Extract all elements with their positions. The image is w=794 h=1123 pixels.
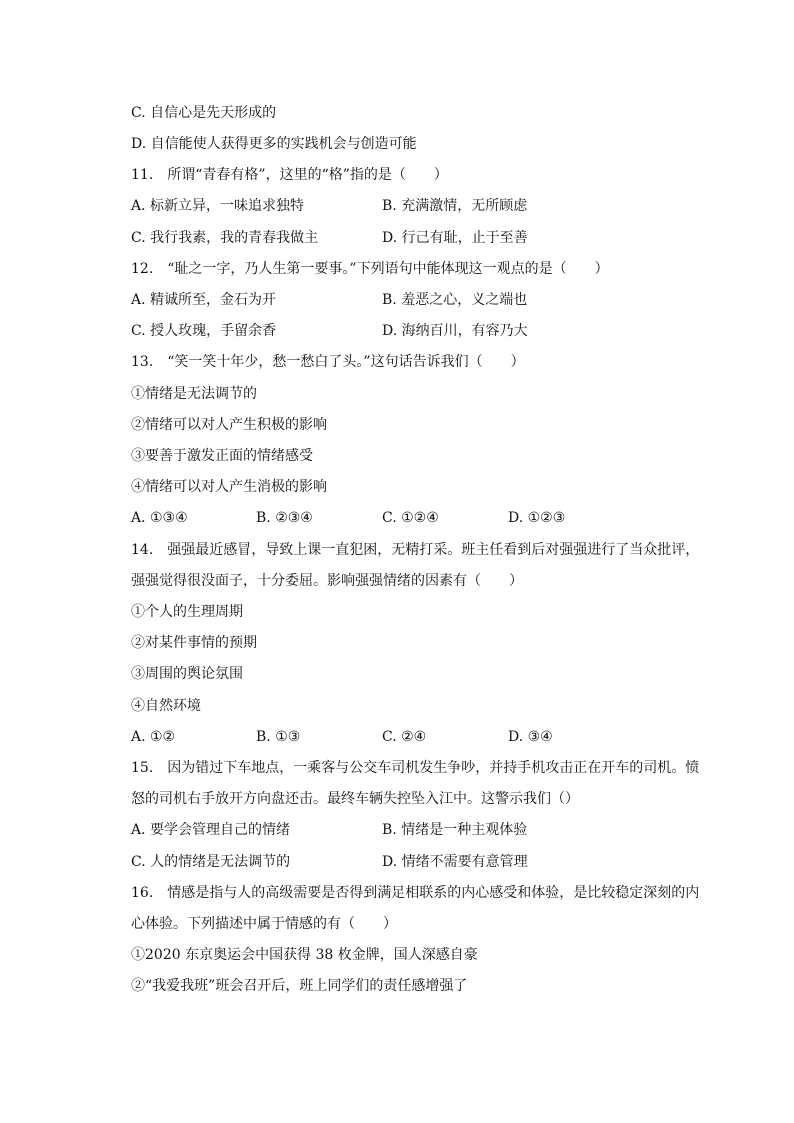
q14-option-b: B. ①③ — [256, 729, 301, 745]
q13-item-1: ①情绪是无法调节的 — [131, 386, 257, 402]
q11-option-a: A. 标新立异，一味追求独特 — [131, 198, 305, 214]
q15-stem-line-1: 15. 因为错过下车地点，一乘客与公交车司机发生争吵，并持手机攻击正在开车的司机。愤 — [131, 760, 700, 776]
q14-option-c: C. ②④ — [382, 729, 427, 745]
q12-option-b: B. 羞恶之心，义之端也 — [382, 292, 528, 308]
q10-option-d: D. 自信能使人获得更多的实践机会与创造可能 — [131, 136, 417, 152]
q12-option-d: D. 海纳百川，有容乃大 — [382, 323, 528, 339]
q11-option-c: C. 我行我素，我的青春我做主 — [131, 230, 319, 246]
q13-option-b: B. ②③④ — [256, 510, 313, 526]
q16-stem-line-1: 16. 情感是指与人的高级需要是否得到满足相联系的内心感受和体验，是比较稳定深刻的内 — [131, 885, 700, 901]
q13-option-d: D. ①②③ — [508, 510, 566, 526]
q14-item-4: ④自然环境 — [131, 698, 201, 714]
q11-option-b: B. 充满激情，无所顾虑 — [382, 198, 528, 214]
q15-stem-line-2: 怒的司机右手放开方向盘还击。最终车辆失控坠入江中。这警示我们（） — [131, 791, 579, 807]
q11-option-d: D. 行己有耻，止于至善 — [382, 230, 528, 246]
q15-option-c: C. 人的情绪是无法调节的 — [131, 854, 291, 870]
q11-stem: 11. 所谓“青春有格”，这里的“格”指的是（ ） — [131, 167, 448, 183]
q12-stem: 12. “耻之一字，乃人生第一要事。”下列语句中能体现这一观点的是（ ） — [131, 261, 609, 277]
q16-item-1: ①2020 东京奥运会中国获得 38 枚金牌，国人深感自豪 — [131, 947, 478, 963]
q12-option-a: A. 精诚所至，金石为开 — [131, 292, 277, 308]
q16-item-2: ②“我爱我班”班会召开后，班上同学们的责任感增强了 — [131, 978, 468, 994]
q13-option-c: C. ①②④ — [382, 510, 439, 526]
q14-item-3: ③周围的舆论氛围 — [131, 666, 243, 682]
q13-item-2: ②情绪可以对人产生积极的影响 — [131, 417, 327, 433]
q15-option-a: A. 要学会管理自己的情绪 — [131, 822, 291, 838]
q14-option-d: D. ③④ — [508, 729, 553, 745]
q14-stem-line-1: 14. 强强最近感冒，导致上课一直犯困，无精打采。班主任看到后对强强进行了当众批评， — [131, 542, 700, 558]
q13-item-3: ③要善于激发正面的情绪感受 — [131, 448, 313, 464]
q16-stem-line-2: 心体验。下列描述中属于情感的有（ ） — [131, 916, 397, 932]
q14-item-1: ①个人的生理周期 — [131, 604, 243, 620]
q10-option-c: C. 自信心是先天形成的 — [131, 105, 277, 121]
q13-option-a: A. ①③④ — [131, 510, 188, 526]
q15-option-d: D. 情绪不需要有意管理 — [382, 854, 528, 870]
q13-item-4: ④情绪可以对人产生消极的影响 — [131, 479, 327, 495]
q13-stem: 13. “笑一笑十年少，愁一愁白了头。”这句话告诉我们（ ） — [131, 354, 525, 370]
q15-option-b: B. 情绪是一种主观体验 — [382, 822, 528, 838]
q12-option-c: C. 授人玫瑰，手留余香 — [131, 323, 277, 339]
q14-stem-line-2: 强强觉得很没面子，十分委屈。影响强强情绪的因素有（ ） — [131, 573, 523, 589]
q14-option-a: A. ①② — [131, 729, 176, 745]
q14-item-2: ②对某件事情的预期 — [131, 635, 257, 651]
